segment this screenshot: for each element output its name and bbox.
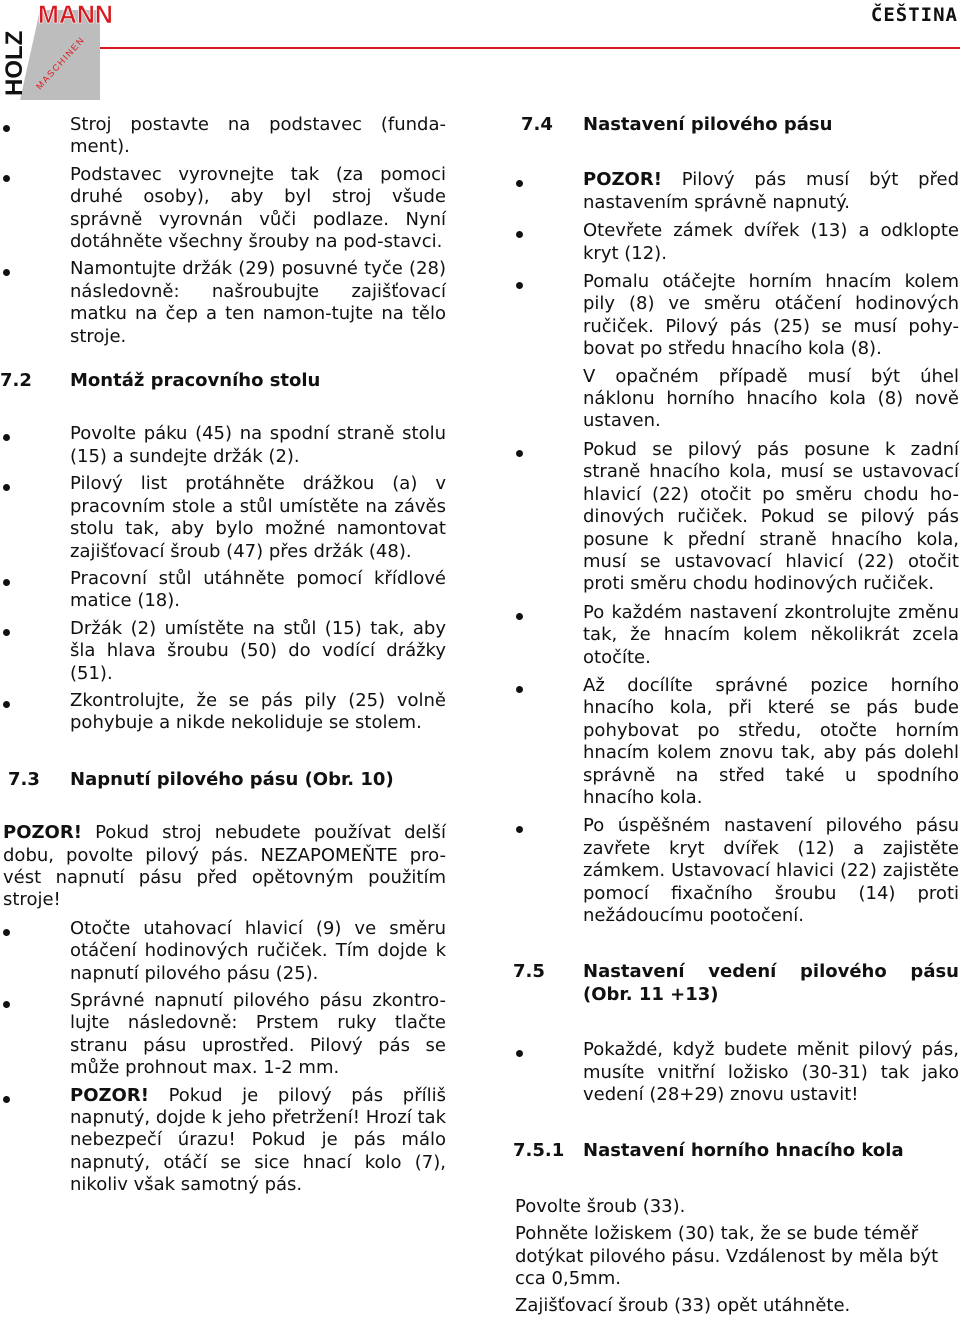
list-item: Podstavec vyrovnejte tak (za pomoci druhé osoby), aby byl stroj všude správně vyrovnán vůči podlaze. Nyní dotáhněte všechny šrouby na pod-stavci. [0, 164, 446, 254]
list-item: Pokud se pilový pás posune k zadní straně hnacího kola, musí se ustavovací hlavicí (22) otočit po směru chodu ho-dinových ručiček. Pokud se pilový pás posune k přední straně hnacího kola, musí se ustavovací hlavicí (22) otočit proti směru chodu hodinových ručiček. [513, 439, 959, 596]
list-item: Pomalu otáčejte horním hnacím kolem pily (8) ve směru otáčení hodinových ručiček. Pilový pás (25) se musí pohy-bovat po středu hnacího kola (8). [513, 271, 959, 361]
section-heading-7-5 [513, 961, 959, 1006]
header-rule [100, 47, 960, 49]
left-column [0, 114, 446, 1197]
list-item: Namontujte držák (29) posuvné tyče (28) následovně: našroubujte zajišťovací matku na čep a ten namon-tujte na tělo stroje. [0, 258, 446, 348]
section-title: Nastavení pilového pásu [583, 114, 833, 135]
section-title: Nastavení vedení pilového pásu (Obr. 11 +13) [583, 961, 959, 1005]
list-item: Po každém nastavení zkontrolujte změnu tak, že hnacím kolem několikrát zcela otočíte. [513, 602, 959, 669]
svg-text:HOLZ: HOLZ [1, 30, 28, 96]
warning-label: POZOR! [583, 169, 662, 191]
section-heading-7-2 [0, 370, 446, 392]
section-number: 7.3 [8, 768, 40, 790]
svg-text:MASCHINEN: MASCHINEN [34, 34, 87, 92]
language-label: ČEŠTINA [870, 4, 958, 26]
section-title: Napnutí pilového pásu (Obr. 10) [70, 768, 394, 790]
list-item: Otevřete zámek dvířek (13) a odklopte kryt (12). [513, 220, 959, 265]
section-title: Montáž pracovního stolu [70, 370, 321, 392]
warning-text: Pokud stroj nebudete používat delší dobu, povolte pilový pás. NEZAPOMEŇTE pro-vést napnutí pásu před opětovným použitím stroje! [3, 822, 446, 911]
list-item-continuation: V opačném případě musí být úhel náklonu horního hnacího kola (8) nově ustaven. [583, 365, 959, 432]
page-header [0, 0, 960, 100]
section-title: Nastavení horního hnacího kola [583, 1140, 904, 1162]
section-number: 7.4 [521, 114, 553, 135]
list-item: Povolte páku (45) na spodní straně stolu (15) a sundejte držák (2). [0, 423, 446, 468]
section-number: 7.2 [0, 370, 32, 392]
list-item: Po úspěšném nastavení pilového pásu zavřete kryt dvířek (12) a zajistěte zámkem. Ustavovací hlavici (22) zajistěte pomocí fixačního šroubu (14) proti nežádoucímu pootočení. [513, 815, 959, 927]
list-item: Až docílíte správné pozice horního hnacího kola, při které se pás bude pohybovat po středu, otočte horním hnacím kolem znovu tak, aby pás dolehl správně na střed také u spodního hnacího kola. [513, 675, 959, 809]
right-column [513, 114, 959, 1318]
section-number: 7.5.1 [513, 1140, 565, 1162]
warning-paragraph [0, 822, 446, 912]
list-item: Stroj postavte na podstavec (funda-ment). [0, 114, 446, 159]
list-item: Pokaždé, když budete měnit pilový pás, musíte vnitřní ložisko (30-31) tak jako vedení (28+29) znovu ustavit! [513, 1039, 959, 1106]
body-paragraph: Povolte šroub (33). [515, 1195, 686, 1217]
list-item [0, 1085, 446, 1197]
warning-label: POZOR! [70, 1084, 149, 1106]
section-heading-7-3 [0, 769, 446, 791]
section-number: 7.5 [513, 961, 545, 983]
list-item [513, 169, 959, 214]
section-heading-7-4 [513, 114, 959, 136]
body-paragraph: Pohněte ložiskem (30) tak, že se bude téměř dotýkat pilového pásu. Vzdálenost by měla být cca 0,5mm. [515, 1223, 939, 1290]
list-item: Správné napnutí pilového pásu zkontro-lujte následovně: Prstem ruky tlačte stranu pásu uprostřed. Pilový pás se může prohnout max. 1-2 mm. [0, 990, 446, 1080]
holzmann-logo [0, 0, 113, 100]
warning-label: POZOR! [3, 822, 82, 844]
svg-text:MANN: MANN [38, 1, 113, 29]
list-item: Pracovní stůl utáhněte pomocí křídlové matice (18). [0, 568, 446, 613]
list-item: Otočte utahovací hlavicí (9) ve směru otáčení hodinových ručiček. Tím dojde k napnutí pilového pásu (25). [0, 918, 446, 985]
warning-text: Pokud je pilový pás příliš napnutý, dojde k jeho přetržení! Hrozí tak nebezpečí úrazu! Pokud je pás málo napnutý, otáčí se sice hnací kolo (7), nikoliv však samotný pás. [70, 1084, 446, 1196]
warning-text: Pilový pás musí být před nastavením správně napnutý. [583, 169, 959, 213]
list-item: Držák (2) umístěte na stůl (15) tak, aby šla hlava šroubu (50) do vodící drážky (51). [0, 618, 446, 685]
section-heading-7-5-1 [513, 1140, 959, 1162]
body-paragraph: Zajišťovací šroub (33) opět utáhněte. [515, 1295, 851, 1317]
list-item: Zkontrolujte, že se pás pily (25) volně pohybuje a nikde nekoliduje se stolem. [0, 690, 446, 735]
list-item: Pilový list protáhněte drážkou (a) v pracovním stole a stůl umístěte na závěs stolu tak, aby bylo možné namontovat zajišťovací šroub (47) přes držák (48). [0, 473, 446, 563]
